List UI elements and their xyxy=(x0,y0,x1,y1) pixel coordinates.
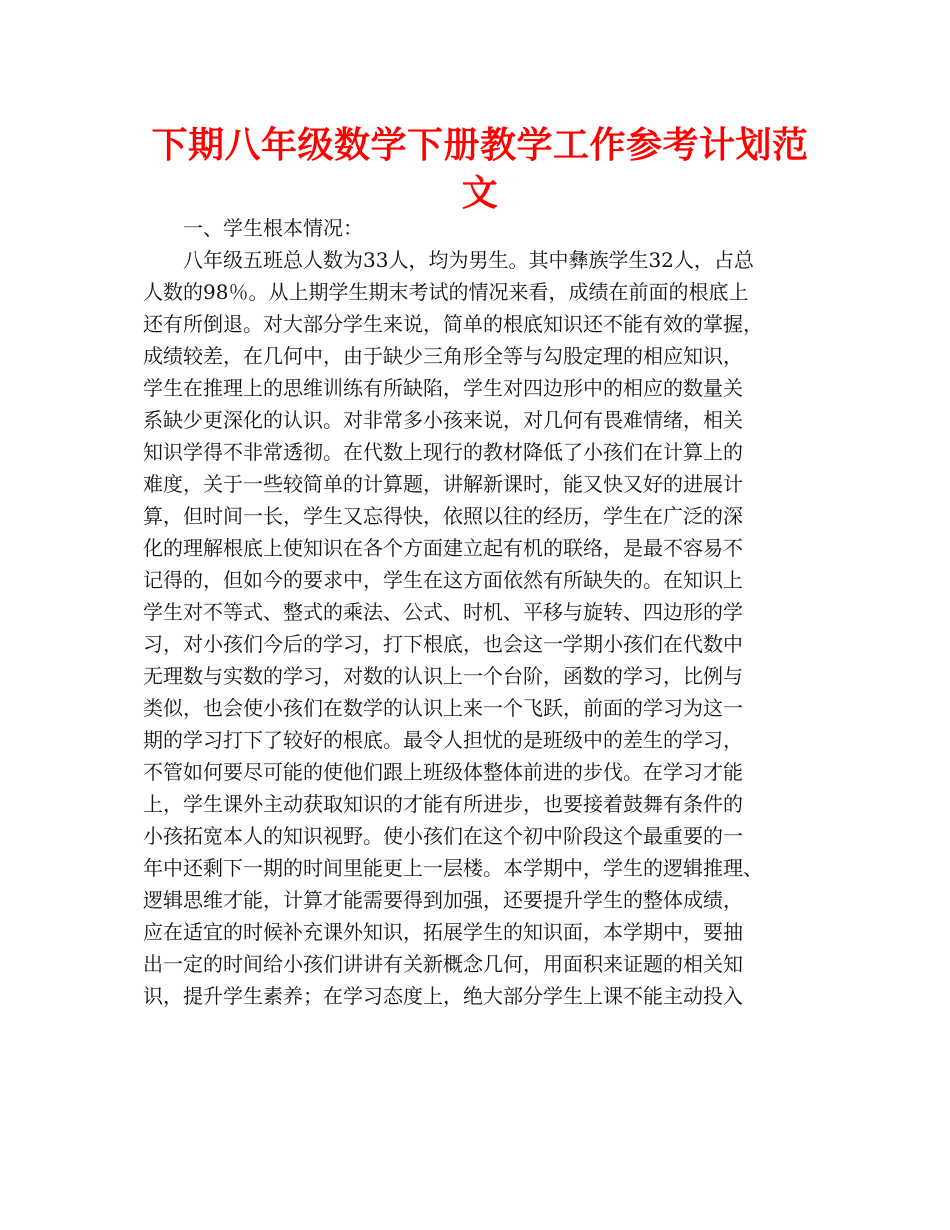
paragraph-line: 难度，关于一些较简单的计算题，讲解新课时，能又快又好的进展计 xyxy=(143,472,743,496)
paragraph-line: 学生在推理上的思维训练有所缺陷，学生对四边形中的相应的数量关 xyxy=(143,376,743,400)
paragraph-line: 期的学习打下了较好的根底。最令人担忧的是班级中的差生的学习， xyxy=(143,728,743,752)
document-body xyxy=(143,212,833,1012)
paragraph-line: 年中还剩下一期的时间里能更上一层楼。本学期中，学生的逻辑推理、 xyxy=(143,856,763,880)
paragraph-line: 上，学生课外主动获取知识的才能有所进步，也要接着鼓舞有条件的 xyxy=(143,792,743,816)
paragraph-line: 八年级五班总人数为33人，均为男生。其中彝族学生32人，占总 xyxy=(183,248,754,272)
paragraph-line: 记得的，但如今的要求中，学生在这方面依然有所缺失的。在知识上 xyxy=(143,568,743,592)
section-heading: 一、学生根本情况： xyxy=(183,216,363,240)
paragraph-line: 不管如何要尽可能的使他们跟上班级体整体前进的步伐。在学习才能 xyxy=(143,760,743,784)
title-line-1: 下期八年级数学下册教学工作参考计划范 xyxy=(151,125,809,166)
document-title xyxy=(140,122,820,218)
paragraph-line: 无理数与实数的学习，对数的认识上一个台阶，函数的学习，比例与 xyxy=(143,664,743,688)
paragraph-line: 成绩较差，在几何中，由于缺少三角形全等与勾股定理的相应知识， xyxy=(143,344,743,368)
paragraph-line: 系缺少更深化的认识。对非常多小孩来说，对几何有畏难情绪，相关 xyxy=(143,408,743,432)
paragraph-line: 小孩拓宽本人的知识视野。使小孩们在这个初中阶段这个最重要的一 xyxy=(143,824,743,848)
paragraph-line: 人数的98％。从上期学生期末考试的情况来看，成绩在前面的根底上 xyxy=(143,280,749,304)
paragraph-line: 学生对不等式、整式的乘法、公式、时机、平移与旋转、四边形的学 xyxy=(143,600,743,624)
paragraph-line: 类似，也会使小孩们在数学的认识上来一个飞跃，前面的学习为这一 xyxy=(143,696,743,720)
paragraph-line: 化的理解根底上使知识在各个方面建立起有机的联络，是最不容易不 xyxy=(143,536,743,560)
paragraph-line: 识，提升学生素养；在学习态度上，绝大部分学生上课不能主动投入 xyxy=(143,984,743,1008)
title-line-2: 文 xyxy=(461,173,499,214)
paragraph-line: 逻辑思维才能，计算才能需要得到加强，还要提升学生的整体成绩， xyxy=(143,888,743,912)
paragraph-line: 还有所倒退。对大部分学生来说，简单的根底知识还不能有效的掌握， xyxy=(143,312,763,336)
paragraph-line: 习，对小孩们今后的学习，打下根底，也会这一学期小孩们在代数中 xyxy=(143,632,743,656)
paragraph-line: 出一定的时间给小孩们讲讲有关新概念几何，用面积来证题的相关知 xyxy=(143,952,743,976)
paragraph-line: 知识学得不非常透彻。在代数上现行的教材降低了小孩们在计算上的 xyxy=(143,440,743,464)
paragraph-line: 算，但时间一长，学生又忘得快，依照以往的经历，学生在广泛的深 xyxy=(143,504,743,528)
paragraph-line: 应在适宜的时候补充课外知识，拓展学生的知识面，本学期中，要抽 xyxy=(143,920,743,944)
